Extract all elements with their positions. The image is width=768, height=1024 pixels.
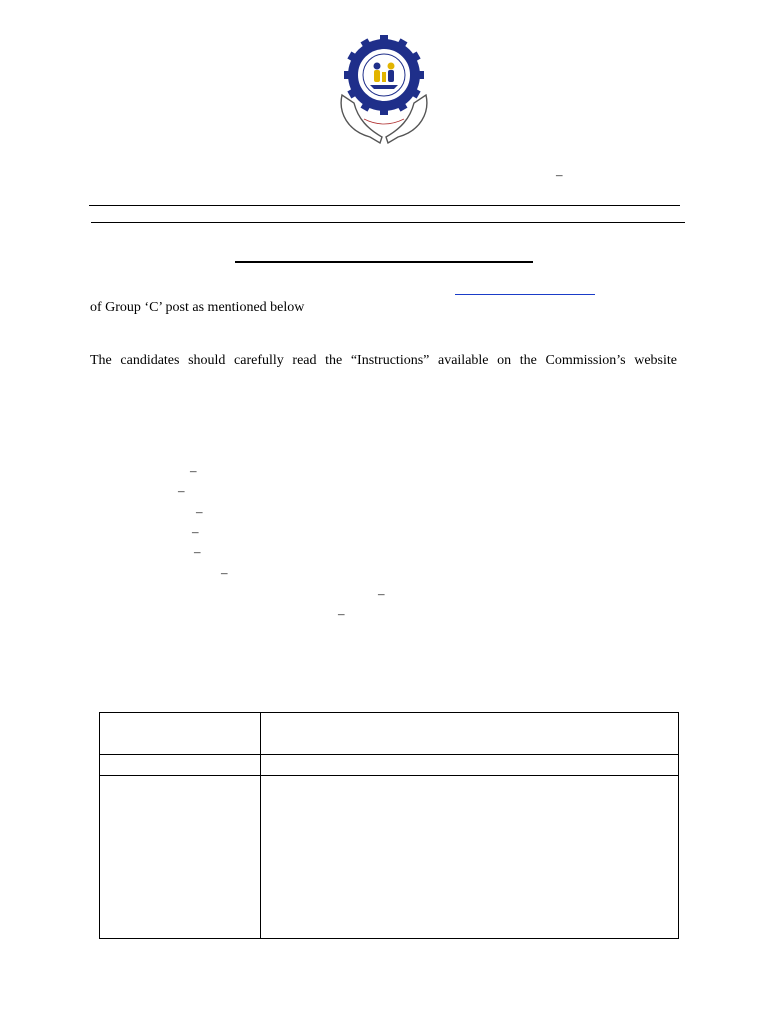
list-dash: – <box>196 504 203 519</box>
table-row <box>100 713 679 755</box>
list-dash: – <box>190 463 197 478</box>
body-line-group: of Group ‘C’ post as mentioned below <box>90 300 305 315</box>
details-table <box>99 712 679 939</box>
list-dash: – <box>178 483 185 498</box>
list-dash: – <box>194 544 201 559</box>
table-cell <box>100 776 261 939</box>
table-row <box>100 755 679 776</box>
list-dash: – <box>378 586 385 601</box>
list-dash: – <box>192 524 199 539</box>
list-dash: – <box>221 565 228 580</box>
heading-underline <box>235 261 533 263</box>
table-row <box>100 776 679 939</box>
list-dash: – <box>338 606 345 621</box>
header-dash: – <box>556 167 563 182</box>
website-link-underline[interactable] <box>455 294 595 295</box>
table-cell <box>100 755 261 776</box>
table-cell <box>261 755 679 776</box>
commission-seal-logo-icon <box>334 33 434 148</box>
header-rule-top <box>89 205 680 206</box>
table-cell <box>261 713 679 755</box>
table-cell <box>100 713 261 755</box>
table-cell <box>261 776 679 939</box>
header-rule-bottom <box>91 222 685 223</box>
body-line-instructions: The candidates should carefully read the “Instructions” available on the Commission’s website <box>90 353 677 368</box>
